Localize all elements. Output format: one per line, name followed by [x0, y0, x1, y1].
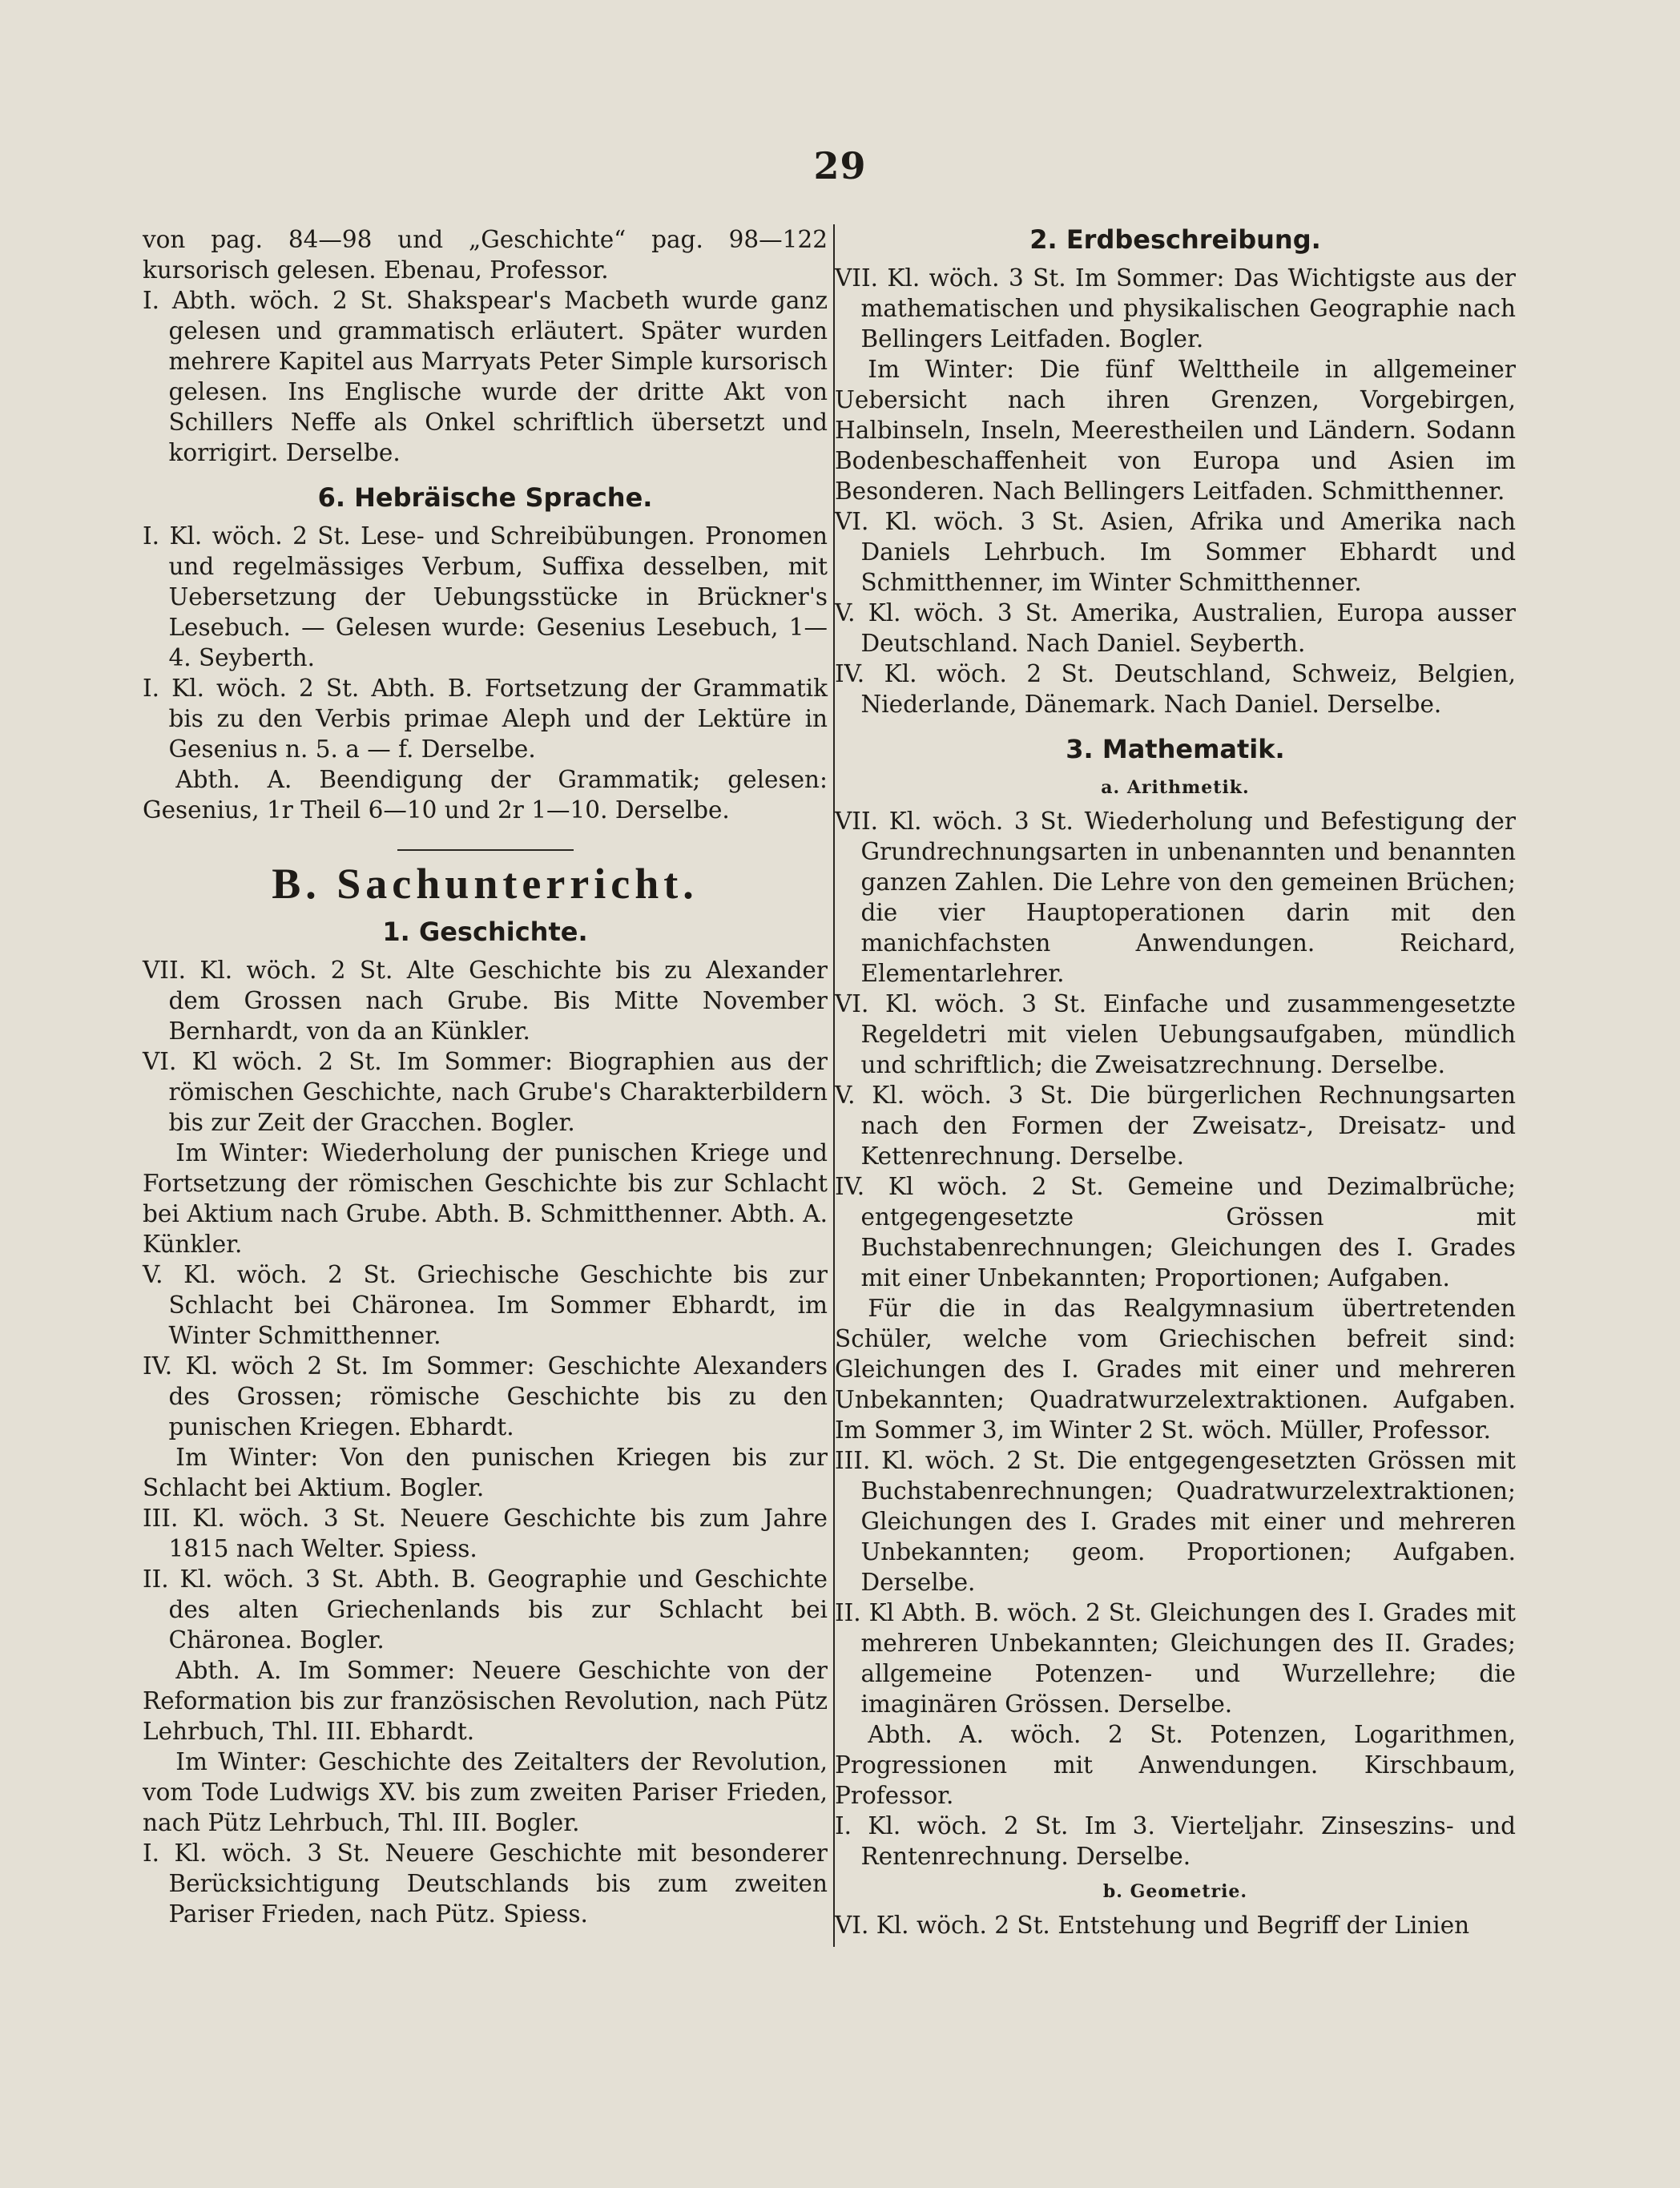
- paragraph: VII. Kl. wöch. 3 St. Wiederholung und Befestigung der Grundrechnungsarten in unbenannten und benannten ganzen Zahlen. Die Lehre von den gemeinen Brüchen; die vier Hauptoperationen darin mit den manichfachsten Anwendungen. Reichard, Elementarlehrer.: [835, 808, 1516, 987]
- right-column: [835, 224, 1516, 1940]
- sub-heading-arithmetik: a. Arithmetik.: [1101, 777, 1250, 798]
- section-heading-geschichte: 1. Geschichte.: [382, 917, 588, 947]
- paragraph: VII. Kl. wöch. 2 St. Alte Geschichte bis zu Alexander dem Grossen nach Grube. Bis Mitte November Bernhardt, von da an Künkler.: [143, 957, 828, 1045]
- paragraph: Für die in das Realgymnasium übertretenden Schüler, welche vom Griechischen befreit sind: Gleichungen des I. Grades mit einer und mehreren Unbekannten; Quadratwurzelextraktionen. Aufgaben. Im Sommer 3, im Winter 2 St. wöch. Müller, Professor.: [835, 1295, 1516, 1444]
- section-heading-hebrew: 6. Hebräische Sprache.: [317, 482, 653, 513]
- paragraph: von pag. 84—98 und „Geschichte“ pag. 98—122 kursorisch gelesen. Ebenau, Professor.: [143, 226, 828, 284]
- paragraph: IV. Kl. wöch 2 St. Im Sommer: Geschichte Alexanders des Grossen; römische Geschichte bis zu den punischen Kriegen. Ebhardt.: [143, 1352, 828, 1441]
- paragraph: II. Kl Abth. B. wöch. 2 St. Gleichungen des I. Grades mit mehreren Unbekannten; Gleichungen des II. Grades; allgemeine Potenzen- und Wurzellehre; die imaginären Grössen. Derselbe.: [835, 1599, 1516, 1718]
- paragraph: I. Abth. wöch. 2 St. Shakspear's Macbeth wurde ganz gelesen und grammatisch erläutert. Später wurden mehrere Kapitel aus Marryats Peter Simple kursorisch gelesen. Ins Englische wurde der dritte Akt von Schillers Neffe als Onkel schriftlich übersetzt und korrigirt. Derselbe.: [143, 287, 828, 466]
- paragraph: Abth. A. Beendigung der Grammatik; gelesen: Gesenius, 1r Theil 6—10 und 2r 1—10. Derselbe.: [143, 766, 828, 824]
- paragraph: I. Kl. wöch. 2 St. Abth. B. Fortsetzung der Grammatik bis zu den Verbis primae Aleph und der Lektüre in Gesenius n. 5. a — f. Derselbe.: [143, 675, 828, 763]
- paragraph: Im Winter: Geschichte des Zeitalters der Revolution, vom Tode Ludwigs XV. bis zum zweiten Pariser Frieden, nach Pütz Lehrbuch, Thl. III. Bogler.: [143, 1748, 828, 1836]
- paragraph: Im Winter: Von den punischen Kriegen bis zur Schlacht bei Aktium. Bogler.: [143, 1444, 828, 1501]
- paragraph: VI. Kl. wöch. 3 St. Asien, Afrika und Amerika nach Daniels Lehrbuch. Im Sommer Ebhardt und Schmitthenner, im Winter Schmitthenner.: [835, 508, 1516, 596]
- paragraph: Abth. A. wöch. 2 St. Potenzen, Logarithmen, Progressionen mit Anwendungen. Kirschbaum, Professor.: [835, 1721, 1516, 1809]
- paragraph: I. Kl. wöch. 2 St. Lese- und Schreibübungen. Pronomen und regelmässiges Verbum, Suffixa desselben, mit Uebersetzung der Uebungsstücke in Brückner's Lesebuch. — Gelesen wurde: Gesenius Lesebuch, 1—4. Seyberth.: [143, 522, 828, 671]
- paragraph: I. Kl. wöch. 2 St. Im 3. Vierteljahr. Zinseszins- und Rentenrechnung. Derselbe.: [835, 1812, 1516, 1870]
- paragraph: I. Kl. wöch. 3 St. Neuere Geschichte mit besonderer Berücksichtigung Deutschlands bis zum zweiten Pariser Frieden, nach Pütz. Spiess.: [143, 1839, 828, 1928]
- sub-heading-geometrie: b. Geometrie.: [1102, 1881, 1248, 1902]
- horizontal-rule: [397, 849, 574, 851]
- left-column: [143, 224, 828, 1929]
- paragraph: VI. Kl. wöch. 2 St. Entstehung und Begriff der Linien: [835, 1912, 1470, 1939]
- paragraph: VI. Kl. wöch. 3 St. Einfache und zusammengesetzte Regeldetri mit vielen Uebungsaufgaben, mündlich und schriftlich; die Zweisatzrechnung. Derselbe.: [835, 990, 1516, 1078]
- paragraph: III. Kl. wöch. 3 St. Neuere Geschichte bis zum Jahre 1815 nach Welter. Spiess.: [143, 1505, 828, 1562]
- paragraph: Im Winter: Die fünf Welttheile in allgemeiner Uebersicht nach ihren Grenzen, Vorgebirgen, Halbinseln, Inseln, Meerestheilen und Ländern. Sodann Bodenbeschaffenheit von Europa und Asien im Besonderen. Nach Bellingers Leitfaden. Schmitthenner.: [835, 356, 1516, 505]
- paragraph: IV. Kl. wöch. 2 St. Deutschland, Schweiz, Belgien, Niederlande, Dänemark. Nach Daniel. Derselbe.: [835, 660, 1516, 718]
- paragraph: V. Kl. wöch. 2 St. Griechische Geschichte bis zur Schlacht bei Chäronea. Im Sommer Ebhardt, im Winter Schmitthenner.: [143, 1261, 828, 1349]
- paragraph: IV. Kl wöch. 2 St. Gemeine und Dezimalbrüche; entgegengesetzte Grössen mit Buchstabenrechnungen; Gleichungen des I. Grades mit einer Unbekannten; Proportionen; Aufgaben.: [835, 1173, 1516, 1291]
- paragraph: II. Kl. wöch. 3 St. Abth. B. Geographie und Geschichte des alten Griechenlands bis zur Schlacht bei Chäronea. Bogler.: [143, 1565, 828, 1654]
- paragraph: VI. Kl wöch. 2 St. Im Sommer: Biographien aus der römischen Geschichte, nach Grube's Charakterbildern bis zur Zeit der Gracchen. Bogler.: [143, 1048, 828, 1136]
- section-heading-mathematik: 3. Mathematik.: [1066, 734, 1285, 764]
- paragraph: VII. Kl. wöch. 3 St. Im Sommer: Das Wichtigste aus der mathematischen und physikalischen Geographie nach Bellingers Leitfaden. Bogler.: [835, 264, 1516, 353]
- section-heading-erdbeschreibung: 2. Erdbeschreibung.: [1029, 224, 1321, 255]
- paragraph: V. Kl. wöch. 3 St. Die bürgerlichen Rechnungsarten nach den Formen der Zweisatz-, Dreisatz- und Kettenrechnung. Derselbe.: [835, 1082, 1516, 1170]
- paragraph: III. Kl. wöch. 2 St. Die entgegengesetzten Grössen mit Buchstabenrechnungen; Quadratwurzelextraktionen; Gleichungen des I. Grades mit einer und mehreren Unbekannten; geom. Proportionen; Aufgaben. Derselbe.: [835, 1447, 1516, 1596]
- part-heading-sachunterricht: B. Sachunterricht.: [272, 860, 699, 908]
- paragraph: Abth. A. Im Sommer: Neuere Geschichte von der Reformation bis zur französischen Revolution, nach Pütz Lehrbuch, Thl. III. Ebhardt.: [143, 1657, 828, 1745]
- page-number: 29: [813, 144, 867, 187]
- paragraph: Im Winter: Wiederholung der punischen Kriege und Fortsetzung der römischen Geschichte bis zur Schlacht bei Aktium nach Grube. Abth. B. Schmitthenner. Abth. A. Künkler.: [143, 1139, 828, 1258]
- paragraph: V. Kl. wöch. 3 St. Amerika, Australien, Europa ausser Deutschland. Nach Daniel. Seyberth.: [835, 599, 1516, 657]
